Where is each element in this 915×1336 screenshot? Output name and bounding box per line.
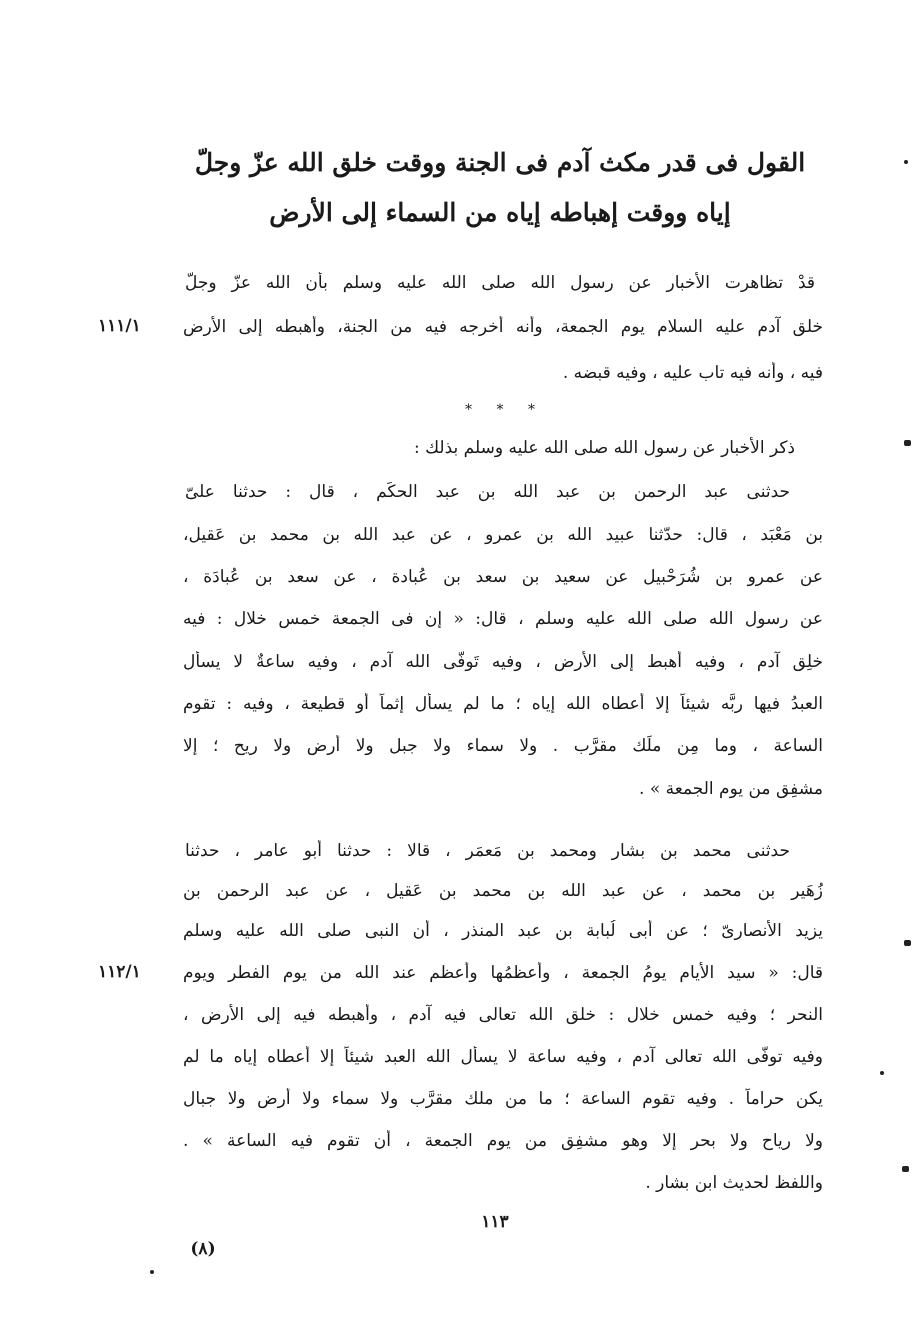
- hadith-1-line: الساعة ، وما مِن ملَك مقرَّب . ولا سماء ولا جبل ولا أرض ولا ريح ؛ إلا: [183, 736, 823, 756]
- hadith-2-line: قال: « سيد الأيام يومُ الجمعة ، وأعظمُها وأعظم عند الله من يوم الفطر ويوم: [183, 963, 823, 983]
- scan-speck: [902, 1166, 909, 1172]
- hadith-1-line: عن عمرو بن شُرَحْبيل عن سعيد بن سعد بن عُبادة ، عن سعد بن عُبادَة ،: [183, 567, 823, 587]
- hadith-2-line: يزيد الأنصارىّ ؛ عن أبى لُبابة بن عبد المنذر ، أن النبى صلى الله عليه وسلم: [183, 921, 823, 941]
- hadith-2-line: حدثنى محمد بن بشار ومحمد بن مَعمَر ، قالا : حدثنا أبو عامر ، حدثنا: [185, 841, 790, 861]
- hadith-1-line: مشفِق من يوم الجمعة » .: [639, 779, 823, 799]
- scan-speck: [904, 940, 911, 946]
- margin-reference: ١١٢/١: [98, 962, 141, 982]
- hadith-1-line: حدثنى عبد الرحمن بن عبد الله بن عبد الحكَم ، قال : حدثنا علىّ: [185, 482, 790, 502]
- hadith-1-line: خلِق آدم ، وفيه أُهبط إلى الأرض ، وفيه تَوفّى الله آدم ، وفيه ساعةٌ لا يسأل: [183, 652, 823, 672]
- hadith-2-line: واللفظ لحديث ابن بشار .: [645, 1173, 823, 1193]
- section-heading: ذكر الأخبار عن رسول الله صلى الله عليه وسلم بذلك :: [413, 438, 795, 458]
- hadith-1-line: عن رسول الله صلى الله عليه وسلم ، قال: « إن فى الجمعة خمس خلال : فيه: [183, 609, 823, 629]
- hadith-2-line: يكن حراماً . وفيه تقوم الساعة ؛ ما من ملك مقرَّب ولا سماء ولا أرض ولا جبال: [183, 1089, 823, 1109]
- chapter-title-line-2: إياه ووقت إهباطه إياه من السماء إلى الأرض: [269, 198, 731, 227]
- chapter-title-line-1: القول فى قدر مكث آدم فى الجنة ووقت خلق الله عزّ وجلّ: [194, 148, 806, 177]
- scan-speck: [904, 440, 911, 446]
- hadith-1-line: العبدُ فيها ربَّه شيئاً إلا أعطاه الله إياه ؛ ما لم يسأل إثماً أو قطيعة ، وفيه : تقوم: [183, 694, 823, 714]
- signature-mark: (٨): [190, 1239, 216, 1259]
- intro-line: فيه ، وأنه فيه تاب عليه ، وفيه قبضه .: [562, 363, 823, 383]
- intro-line: قدْ تظاهرت الأخبار عن رسول الله صلى الله عليه وسلم بأن الله عزّ وجلّ: [185, 273, 815, 293]
- hadith-1-line: بن مَعْبَد ، قال: حدّثنا عبيد الله بن عمرو ، عن عبد الله بن محمد بن عَقيل،: [183, 525, 823, 545]
- margin-reference: ١١١/١: [98, 316, 141, 336]
- hadith-2-line: النحر ؛ وفيه خمس خلال : خلق الله تعالى فيه آدم ، وأهبطه فيه إلى الأرض ،: [183, 1005, 823, 1025]
- scan-speck: [150, 1270, 154, 1274]
- section-separator: * * *: [465, 402, 545, 418]
- page-number: ١١٣: [481, 1212, 509, 1232]
- hadith-2-line: زُهَير بن محمد ، عن عبد الله بن محمد بن عَقيل ، عن عبد الرحمن بن: [183, 881, 823, 901]
- scan-speck: [904, 160, 908, 164]
- hadith-2-line: وفيه توفّى الله تعالى آدم ، وفيه ساعة لا يسأل الله العبد شيئاً إلا أعطاه إياه ما لم: [183, 1047, 823, 1067]
- intro-line: خلق آدم عليه السلام يوم الجمعة، وأنه أخرجه فيه من الجنة، وأهبطه إلى الأرض: [183, 317, 823, 337]
- hadith-2-line: ولا رياح ولا بحر إلا وهو مشفِق من يوم الجمعة ، أن تقوم فيه الساعة » .: [183, 1131, 823, 1151]
- scan-speck: [880, 1071, 884, 1075]
